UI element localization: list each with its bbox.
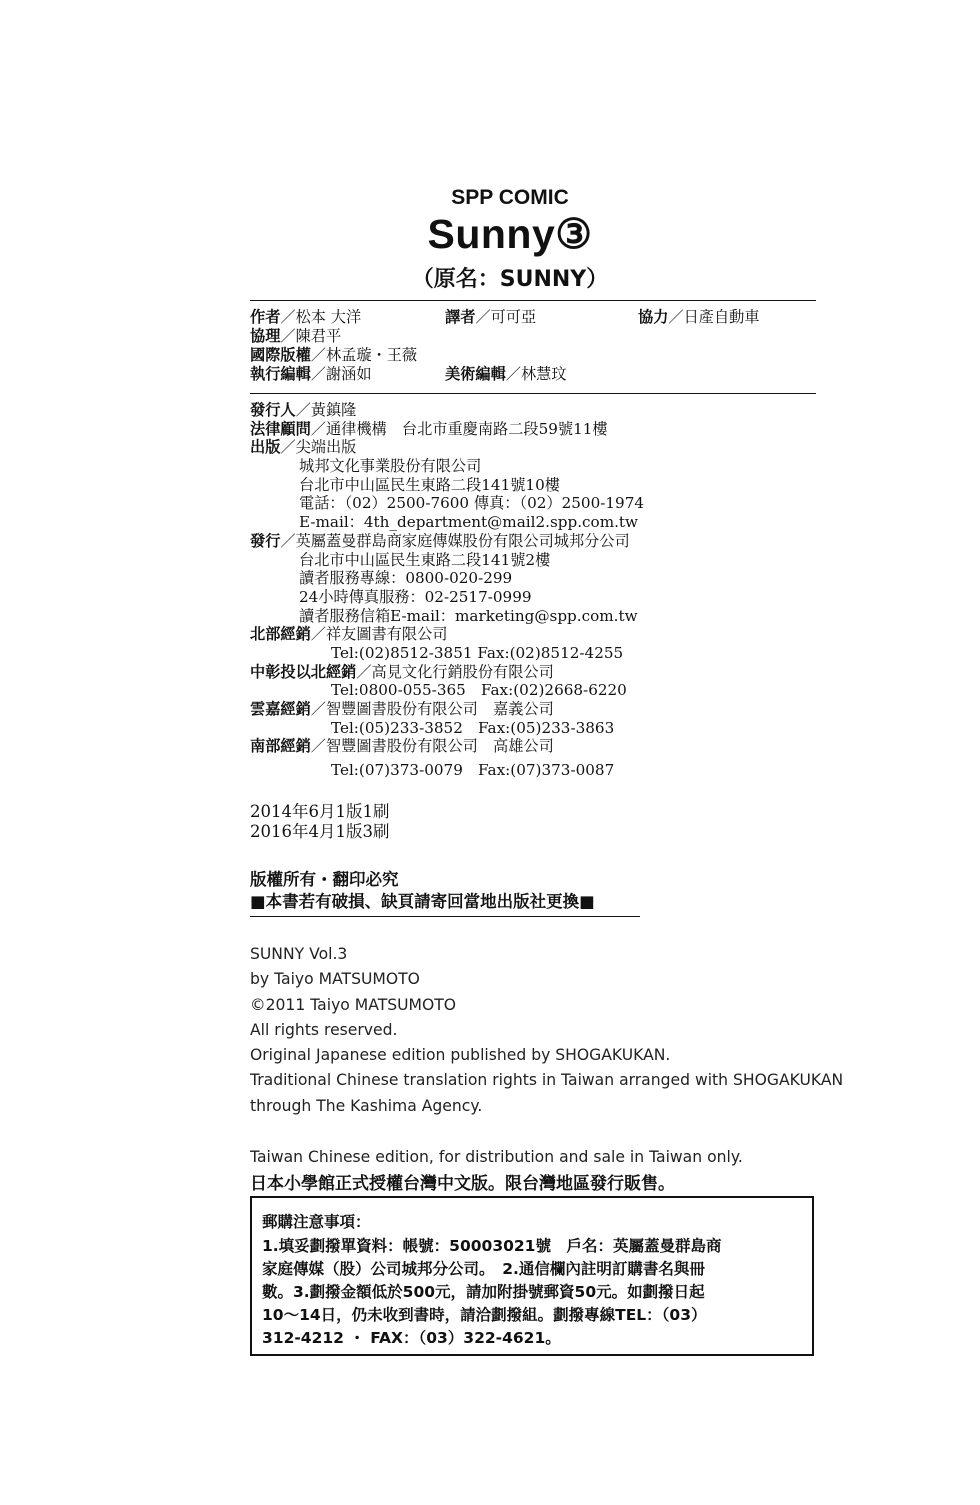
english-line: ©2011 Taiyo MATSUMOTO	[250, 995, 457, 1014]
north-label: 北部經銷	[250, 625, 311, 644]
divider-middle	[250, 393, 816, 394]
credit-translator: 譯者／可可亞	[445, 308, 537, 326]
mail-order-box	[250, 1196, 814, 1356]
credit-label: 美術編輯	[445, 365, 506, 383]
chiayi-tel: Tel:(05)233-3852 Fax:(05)233-3863	[331, 718, 615, 737]
central-row: 中彰投以北經銷／高見文化行銷股份有限公司	[250, 662, 554, 681]
english-line: through The Kashima Agency.	[250, 1096, 483, 1115]
credit-label: 協力	[638, 308, 669, 326]
north-value: 祥友圖書有限公司	[325, 625, 448, 644]
credit-value: 松本 大洋	[295, 308, 362, 326]
edition-line: 2014年6月1版1刷	[250, 802, 390, 821]
english-copyright	[250, 942, 843, 1119]
central-label: 中彰投以北經銷	[250, 662, 357, 681]
credit-exec-editor: 執行編輯／謝涵如	[250, 365, 372, 383]
edition-line: 2016年4月1版3刷	[250, 822, 390, 841]
credit-label: 作者	[250, 308, 281, 326]
publisher-row: 發行人／黃鎮隆	[250, 401, 357, 419]
legal-value: 通律機構 台北市重慶南路二段59號11樓	[325, 419, 608, 438]
credit-value: 陳君平	[295, 327, 342, 345]
dist-line: 讀者服務專線：0800-020-299	[299, 569, 513, 588]
chiayi-label: 雲嘉經銷	[250, 700, 311, 718]
press-line: 城邦文化事業股份有限公司	[299, 457, 482, 476]
english-line: Original Japanese edition published by SHOGAKUKAN.	[250, 1046, 671, 1065]
credit-label: 譯者	[445, 308, 476, 326]
credit-intl-rights: 國際版權／林孟璇・王薇	[250, 346, 418, 364]
rights-line: ■本書若有破損、缺頁請寄回當地出版社更換■	[250, 892, 595, 911]
book-title: Sunny③	[427, 211, 593, 257]
central-tel: Tel:0800-055-365 Fax:(02)2668-6220	[331, 681, 627, 700]
credit-value: 林慧玟	[520, 365, 567, 383]
press-line: E-mail：4th_department@mail2.spp.com.tw	[299, 513, 639, 532]
credit-author: 作者／松本 大洋	[250, 308, 362, 326]
south-tel: Tel:(07)373-0079 Fax:(07)373-0087	[331, 761, 615, 780]
english-line: SUNNY Vol.3	[250, 945, 348, 963]
dist-row: 發行／英屬蓋曼群島商家庭傳媒股份有限公司城邦分公司	[250, 531, 630, 550]
south-value: 智豐圖書股份有限公司 高雄公司	[325, 737, 554, 756]
chiayi-row: 雲嘉經銷／智豐圖書股份有限公司 嘉義公司	[250, 700, 554, 718]
legal-row: 法律顧問／通律機構 台北市重慶南路二段59號11樓	[250, 419, 608, 438]
north-tel: Tel:(02)8512-3851 Fax:(02)8512-4255	[331, 643, 624, 662]
mail-order-line: 10～14日，仍未收到書時，請洽劃撥組。劃撥專線TEL：（03）	[262, 1306, 707, 1324]
chiayi-value: 智豐圖書股份有限公司 嘉義公司	[325, 700, 554, 718]
mail-order-line: 家庭傳媒（股）公司城邦分公司。 2.通信欄內註明訂購書名與冊	[262, 1260, 705, 1278]
press-line: 台北市中山區民生東路二段141號10樓	[299, 475, 560, 494]
press-line: 電話：（02）2500-7600 傳真：（02）2500-1974	[299, 494, 645, 513]
original-title: （原名：SUNNY）	[411, 267, 609, 292]
publisher-label: 發行人	[250, 401, 296, 419]
english-line: Traditional Chinese translation rights in Taiwan arranged with SHOGAKUKAN	[250, 1071, 844, 1090]
english-line: All rights reserved.	[250, 1020, 398, 1039]
publisher-name: 黃鎮隆	[310, 401, 357, 419]
credit-associate: 協理／陳君平	[250, 327, 342, 345]
credit-art-editor: 美術編輯／林慧玟	[445, 365, 567, 383]
publisher-section	[250, 401, 644, 780]
dist-value: 英屬蓋曼群島商家庭傳媒股份有限公司城邦分公司	[295, 531, 630, 550]
legal-label: 法律顧問	[250, 419, 311, 438]
mail-order-line: 數。3.劃撥金額低於500元，請加附掛號郵資50元。如劃撥日起	[262, 1283, 705, 1301]
credit-cooperation: 協力／日產自動車	[638, 308, 760, 326]
south-row: 南部經銷／智豐圖書股份有限公司 高雄公司	[250, 737, 554, 756]
central-value: 高見文化行銷股份有限公司	[371, 662, 554, 681]
dist-line: 24小時傳真服務：02-2517-0999	[299, 587, 532, 606]
mail-order-line: 312-4212 ・ FAX：（03）322-4621。	[262, 1329, 561, 1347]
press-label: 出版	[250, 438, 281, 457]
rights-notice	[250, 869, 595, 913]
dist-line: 台北市中山區民生東路二段141號2樓	[299, 550, 551, 569]
dist-label: 發行	[250, 531, 281, 550]
credit-value: 可可亞	[490, 308, 537, 326]
mail-order-title: 郵購注意事項：	[262, 1213, 371, 1231]
divider-top	[250, 300, 816, 301]
rights-line: 版權所有・翻印必究	[250, 870, 399, 889]
mail-order-line: 1.填妥劃撥單資料：帳號：50003021號 戶名：英屬蓋曼群島商	[262, 1237, 722, 1255]
english-line: by Taiyo MATSUMOTO	[250, 970, 420, 989]
credit-value: 謝涵如	[325, 365, 372, 383]
credit-value: 日產自動車	[683, 308, 760, 326]
edition-history	[250, 802, 390, 842]
authorized-notice: 日本小學館正式授權台灣中文版。限台灣地區發行販售。	[250, 1174, 675, 1194]
divider-rights	[250, 916, 640, 917]
credit-label: 執行編輯	[250, 365, 311, 383]
south-label: 南部經銷	[250, 737, 311, 756]
taiwan-only-notice: Taiwan Chinese edition, for distribution and sale in Taiwan only.	[250, 1148, 743, 1166]
press-value: 尖端出版	[295, 438, 357, 457]
credit-label: 國際版權	[250, 346, 311, 364]
dist-line: 讀者服務信箱E-mail：marketing@spp.com.tw	[299, 606, 638, 625]
north-row: 北部經銷／祥友圖書有限公司	[250, 625, 448, 644]
press-row: 出版／尖端出版	[250, 438, 357, 457]
credit-value: 林孟璇・王薇	[325, 346, 418, 364]
credit-label: 協理	[250, 327, 281, 345]
series-name: SPP COMIC	[451, 186, 569, 209]
